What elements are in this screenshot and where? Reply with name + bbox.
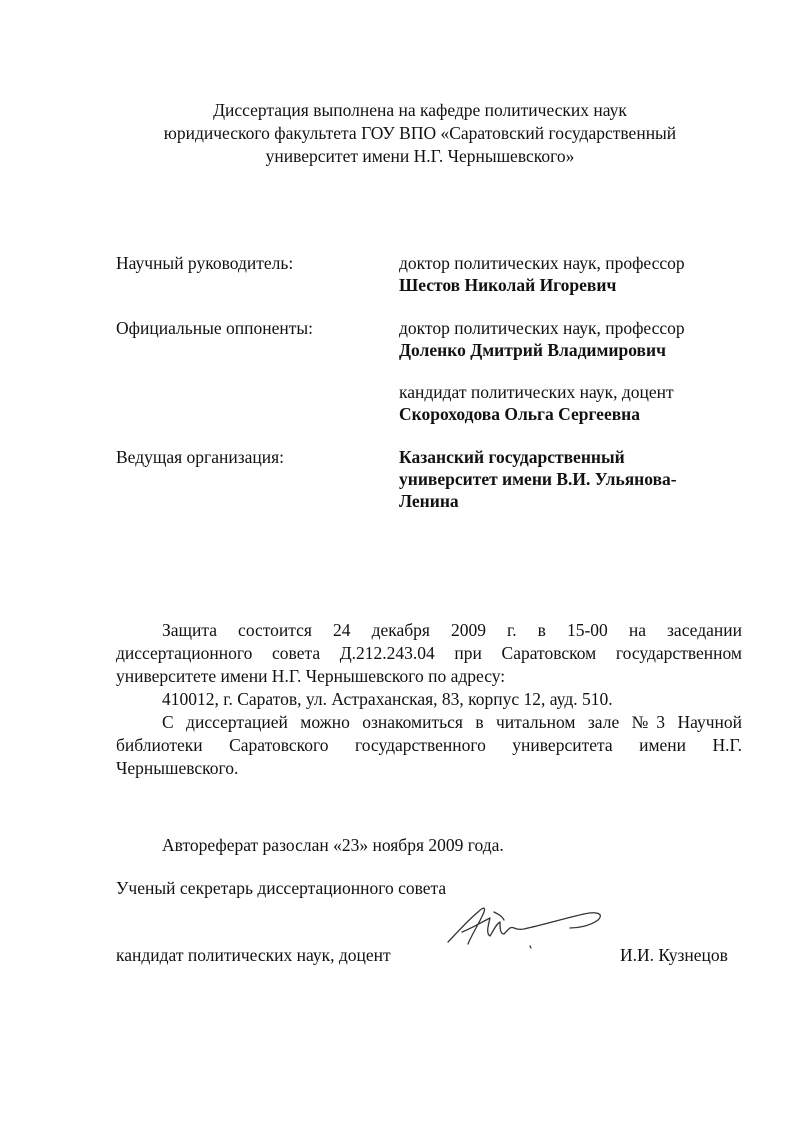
leading-org-line-2: университет имени В.И. Ульянова- [399, 469, 677, 489]
secretary-name: И.И. Кузнецов [620, 945, 728, 965]
supervisor-role: Научный руководитель: [116, 253, 294, 273]
secretary-degree: кандидат политических наук, доцент [116, 945, 391, 965]
defense-line-3: университете имени Н.Г. Чернышевского по адресу: [116, 666, 506, 686]
header-line-3: университет имени Н.Г. Чернышевского» [265, 146, 575, 166]
leading-org-line-3: Ленина [399, 491, 459, 511]
secretary-title: Ученый секретарь диссертационного совета [116, 878, 447, 898]
defense-paragraph [116, 619, 742, 780]
library-line-2: библиотеки Саратовского государственного университета имени Н.Г. [116, 735, 742, 755]
opponent-2-title: кандидат политических наук, доцент [399, 382, 674, 402]
leading-org-role: Ведущая организация: [116, 447, 285, 467]
opponent-2-info [399, 381, 759, 425]
library-line-1: С диссертацией можно ознакомиться в читальном зале №3 Научной [162, 712, 742, 732]
supervisor-name: Шестов Николай Игоревич [399, 275, 617, 295]
leading-org-line-1: Казанский государственный [399, 447, 625, 467]
document-header [100, 99, 740, 168]
abstract-sent-line: Автореферат разослан «23» ноября 2009 года. [162, 835, 504, 855]
opponent-2-name: Скороходова Ольга Сергеевна [399, 404, 641, 424]
supervisor-info [399, 252, 759, 296]
header-line-2: юридического факультета ГОУ ВПО «Саратовский государственный [163, 123, 677, 143]
defense-address: 410012, г. Саратов, ул. Астраханская, 83, корпус 12, ауд. 510. [162, 689, 613, 709]
header-line-1: Диссертация выполнена на кафедре политических наук [213, 100, 627, 120]
defense-line-1: Защита состоится 24 декабря 2009 г. в 15-00 на заседании [162, 620, 742, 640]
library-line-3: Чернышевского. [116, 758, 239, 778]
opponent-1-name: Доленко Дмитрий Владимирович [399, 340, 666, 360]
supervisor-title: доктор политических наук, профессор [399, 253, 685, 273]
leading-org-name [399, 446, 759, 512]
opponent-1-info [399, 317, 759, 361]
opponents-role: Официальные оппоненты: [116, 318, 313, 338]
opponent-1-title: доктор политических наук, профессор [399, 318, 685, 338]
handwritten-signature [438, 892, 608, 962]
defense-line-2: диссертационного совета Д.212.243.04 при Саратовском государственном [116, 643, 742, 663]
